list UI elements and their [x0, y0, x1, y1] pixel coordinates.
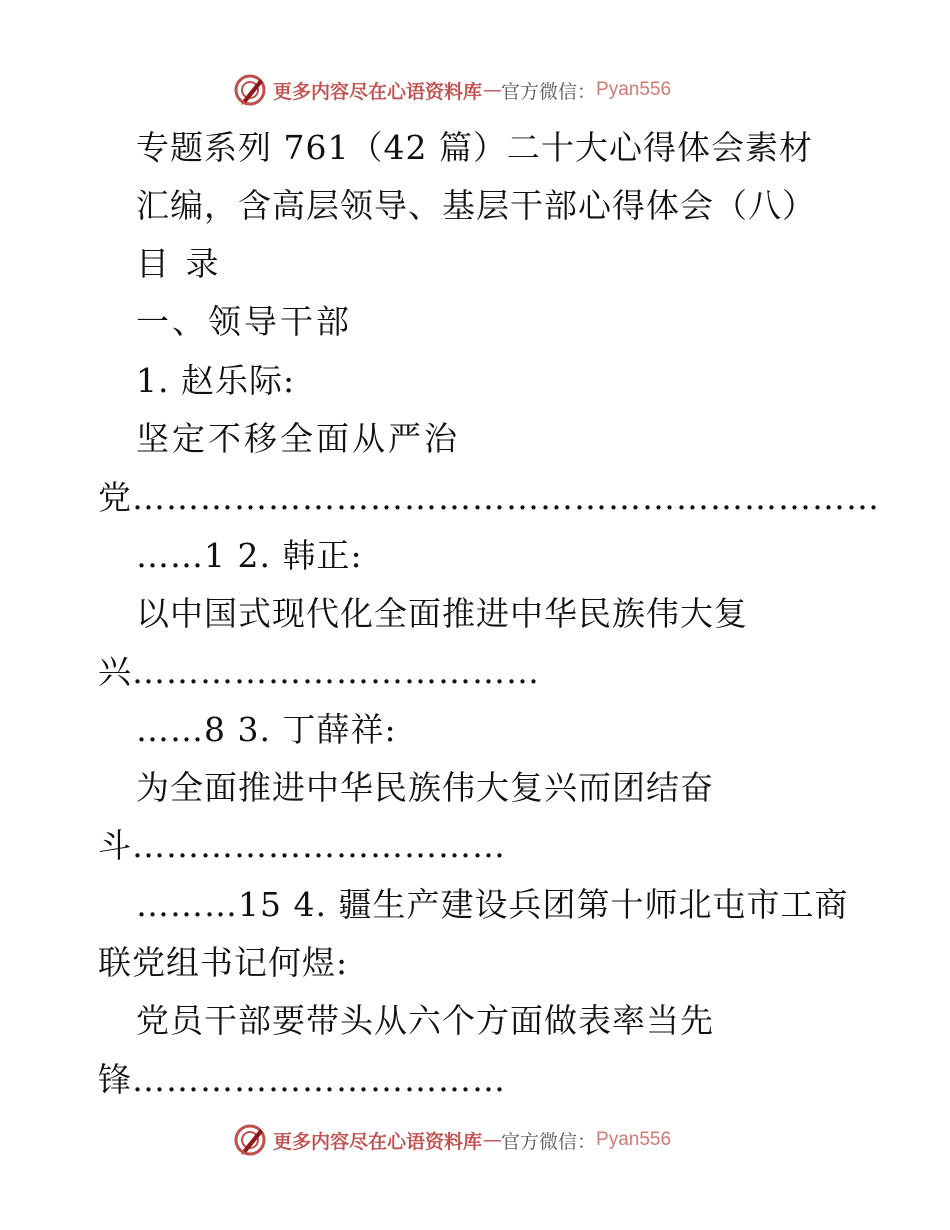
- footer-watermark-banner: [233, 1120, 671, 1160]
- section-heading-leaders: 一、领导干部: [136, 302, 352, 341]
- brand-name: 更多内容尽在心语资料库: [273, 1130, 483, 1153]
- toc-entry: 以中国式现代化全面推进中华民族伟大复: [136, 594, 748, 633]
- toc-entry: 锋……………………………: [98, 1060, 506, 1099]
- wechat-id: Pyan556: [596, 1129, 672, 1150]
- toc-entry: 斗……………………………: [98, 826, 506, 865]
- banner-separator: —: [483, 79, 501, 101]
- toc-entry: ……8 3. 丁薛祥:: [136, 710, 397, 749]
- toc-entry: 为全面推进中华民族伟大复兴而团结奋: [136, 768, 714, 807]
- banner-separator: —: [483, 1129, 501, 1151]
- toc-heading: 目 录: [136, 244, 222, 283]
- toc-entry: 党…………………………………………………………: [98, 478, 880, 517]
- header-watermark-banner: [233, 70, 671, 110]
- brand-name: 更多内容尽在心语资料库: [273, 80, 483, 103]
- document-title-line-2: 汇编，含高层领导、基层干部心得体会（八）: [136, 186, 816, 225]
- wechat-label: 官方微信：: [501, 1130, 597, 1153]
- document-title-line-1: 专题系列 761（42 篇）二十大心得体会素材: [136, 128, 813, 167]
- toc-entry: 联党组书记何煜:: [98, 943, 349, 982]
- pen-circle-logo-icon: [233, 1123, 267, 1157]
- pen-circle-logo-icon: [233, 73, 267, 107]
- toc-entry: ………15 4. 疆生产建设兵团第十师北屯市工商: [136, 885, 849, 924]
- toc-entry: 1. 赵乐际:: [136, 361, 296, 400]
- wechat-label: 官方微信：: [501, 80, 597, 103]
- toc-entry: ……1 2. 韩正:: [136, 536, 363, 575]
- toc-entry: 兴………………………………: [98, 652, 540, 691]
- wechat-id: Pyan556: [596, 79, 672, 100]
- toc-entry: 坚定不移全面从严治: [136, 419, 460, 458]
- toc-entry: 党员干部要带头从六个方面做表率当先: [136, 1001, 714, 1040]
